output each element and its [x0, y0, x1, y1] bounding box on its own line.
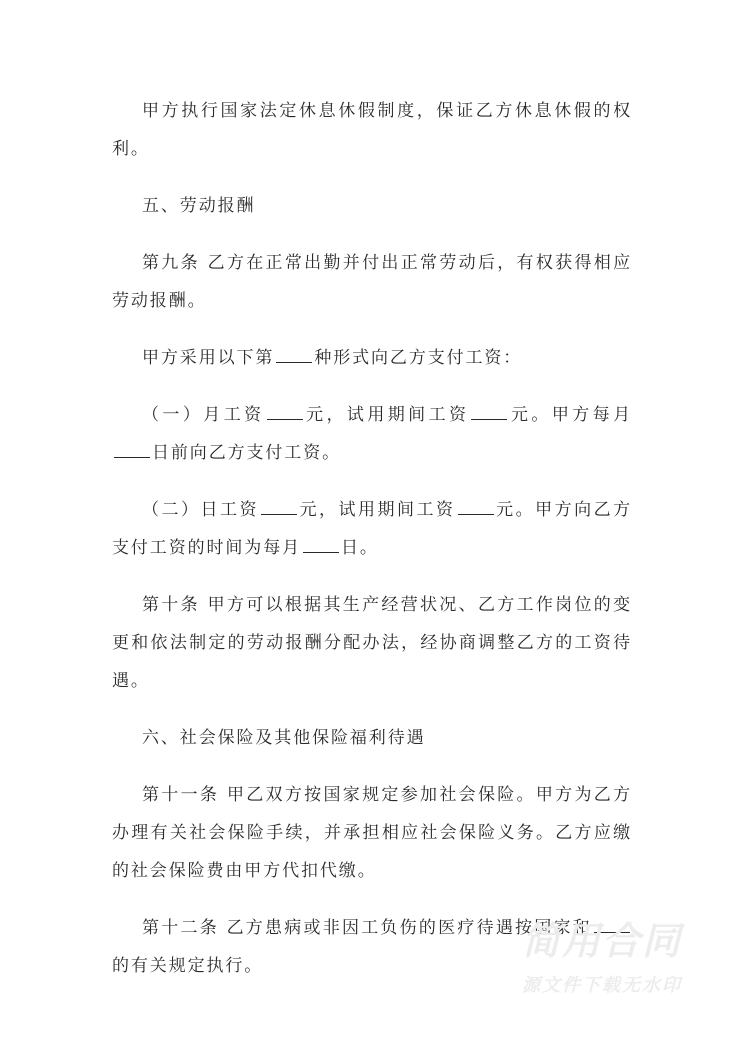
heading-text: 五、劳动报酬 — [142, 196, 256, 216]
paragraph-text: 元，试用期间工资 — [298, 500, 456, 520]
paragraph-text: 元。甲方每月 — [509, 405, 633, 425]
paragraph-text: 元，试用期间工资 — [304, 405, 470, 425]
paragraph-text: 第十条 甲方可以根据其生产经营状况、乙方工作岗位的变更和依法制定的劳动报酬分配办法，经协商调整乙方的工资待遇。 — [112, 595, 632, 691]
section-heading-social-insurance — [112, 719, 632, 757]
paragraph-text: （二）日工资 — [142, 500, 259, 520]
paragraph-text: 种形式向乙方支付工资： — [314, 348, 523, 368]
fill-in-blank — [276, 344, 312, 363]
paragraph-text: 第十一条 甲乙双方按国家规定参加社会保险。甲方为乙方办理有关社会保险手续，并承担相应社会保险义务。乙方应缴的社会保险费由甲方代扣代缴。 — [112, 785, 632, 881]
paragraph-text: 日。 — [341, 538, 379, 558]
fill-in-blank — [458, 496, 494, 515]
fill-in-blank — [471, 401, 507, 420]
payment-form-clause — [112, 339, 632, 377]
fill-in-blank — [303, 534, 339, 553]
heading-text: 六、社会保险及其他保险福利待遇 — [142, 728, 426, 748]
paragraph-text: （一）月工资 — [142, 405, 265, 425]
paragraph-text: 甲方执行国家法定休息休假制度，保证乙方休息休假的权利。 — [112, 101, 632, 159]
watermark-subtitle: 源文件下载无水印 — [522, 975, 682, 996]
monthly-wage-clause — [112, 396, 632, 472]
section-heading-labor-remuneration — [112, 187, 632, 225]
fill-in-blank — [267, 401, 303, 420]
fill-in-blank — [261, 496, 297, 515]
paragraph-rest-leave — [112, 92, 632, 168]
daily-wage-clause — [112, 491, 632, 567]
fill-in-blank — [114, 439, 150, 458]
paragraph-text: 甲方采用以下第 — [142, 348, 275, 368]
article-12 — [112, 909, 632, 985]
document-body — [112, 92, 632, 1004]
paragraph-text: 第九条 乙方在正常出勤并付出正常劳动后，有权获得相应劳动报酬。 — [112, 253, 632, 311]
paragraph-text: 日前向乙方支付工资。 — [152, 443, 341, 463]
paragraph-text: 元。甲方向乙方支付工资的时间为每月 — [112, 500, 632, 558]
watermark-title: 简用合同 — [521, 919, 682, 963]
paragraph-text: 第十二条 乙方患病或非因工负伤的医疗待遇按国家和 — [142, 918, 592, 938]
fill-in-blank — [594, 914, 630, 933]
article-10 — [112, 586, 632, 700]
paragraph-text: 的有关规定执行。 — [112, 956, 264, 976]
article-9 — [112, 244, 632, 320]
article-11 — [112, 776, 632, 890]
